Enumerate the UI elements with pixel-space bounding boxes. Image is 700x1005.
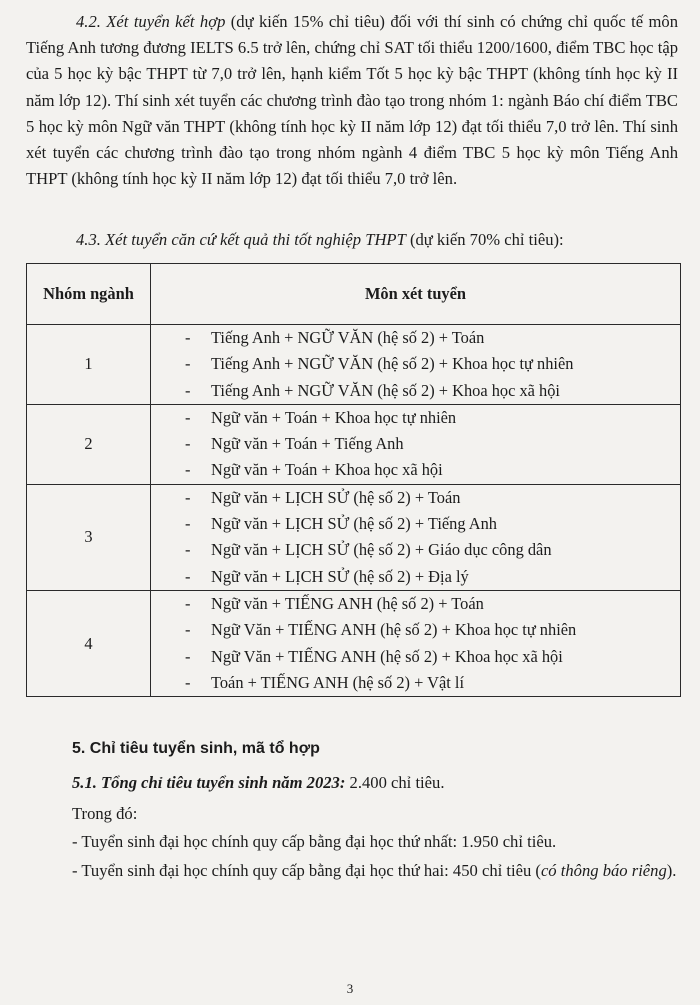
dash-marker: - — [185, 380, 191, 400]
table-header-row — [27, 264, 681, 325]
header-group: Nhóm ngành — [27, 264, 151, 325]
bullet-second-degree-end: ). — [666, 861, 677, 880]
subject-combination-text: Ngữ văn + Toán + Khoa học xã hội — [211, 460, 443, 480]
subject-combination-text: Tiếng Anh + NGỮ VĂN (hệ số 2) + Khoa học xã hội — [211, 380, 560, 400]
subjects-cell — [151, 404, 681, 484]
section-4-3-label: 4.3. Xét tuyển căn cứ kết quả thi tốt nghiệp THPT — [76, 230, 406, 249]
dash-marker: - — [185, 407, 191, 427]
subject-combination-text: Tiếng Anh + NGỮ VĂN (hệ số 2) + Toán — [211, 328, 485, 347]
dash-marker: - — [185, 646, 191, 666]
subject-combination-item — [185, 325, 680, 351]
subjects-cell — [151, 484, 681, 590]
trong-do-label: Trong đó: — [72, 804, 138, 823]
subject-combination-text: Ngữ văn + LỊCH SỬ (hệ số 2) + Tiếng Anh — [211, 514, 497, 534]
section-4-2-text: (dự kiến 15% chỉ tiêu) đối với thí sinh có chứng chỉ quốc tế môn Tiếng Anh tương đương IELTS 6.5 trở lên, chứng chỉ SAT tối thiểu 1200/1600, điểm TBC học tập của 5 học kỳ bậc THPT từ 7,0 trở lên, hạnh kiểm Tốt 5 học kỳ bậc THPT (không tính học kỳ II năm lớp 12). Thí sinh xét tuyển các chương trình đào tạo trong nhóm 1: ngành Báo chí điểm TBC 5 học kỳ môn Ngữ văn THPT (không tính học kỳ II năm lớp 12) đạt tối thiểu 7,0 trở lên. Thí sinh xét tuyển các chương trình đào tạo trong nhóm ngành 4 điểm TBC 5 học kỳ môn Tiếng Anh THPT (không tính học kỳ II năm lớp 12) đạt tối thiểu 7,0 trở lên. — [26, 12, 678, 189]
dash-marker: - — [185, 672, 191, 692]
subject-combination-item — [185, 351, 680, 377]
subject-combination-table — [26, 263, 681, 697]
subject-combination-item — [185, 457, 680, 483]
dash-marker: - — [185, 540, 191, 560]
dash-marker: - — [185, 434, 191, 454]
subject-combination-item — [185, 564, 680, 590]
group-cell: 4 — [27, 590, 151, 696]
subject-combination-item — [185, 591, 680, 617]
header-subjects: Môn xét tuyển — [151, 264, 681, 325]
subject-combination-item — [185, 644, 680, 670]
bullet-second-degree — [72, 858, 678, 884]
table-row — [27, 484, 681, 590]
subject-combination-text: Ngữ văn + Toán + Khoa học tự nhiên — [211, 407, 457, 427]
section-4-2-label: 4.2. Xét tuyển kết hợp — [76, 12, 226, 31]
subject-combination-text: Ngữ Văn + TIẾNG ANH (hệ số 2) + Khoa học xã hội — [211, 646, 563, 666]
dash-marker: - — [185, 593, 191, 613]
table-row — [27, 325, 681, 405]
dash-marker: - — [185, 487, 191, 507]
subject-combination-item — [185, 617, 680, 643]
subject-combination-item — [185, 431, 680, 457]
section-5-1-label: 5.1. Tổng chỉ tiêu tuyển sinh năm 2023: — [72, 773, 346, 792]
bullet-first-degree: - Tuyển sinh đại học chính quy cấp bằng đại học thứ nhất: 1.950 chỉ tiêu. — [72, 832, 557, 851]
subject-combination-text: Tiếng Anh + NGỮ VĂN (hệ số 2) + Khoa học tự nhiên — [211, 354, 574, 374]
section-5-heading: 5. Chỉ tiêu tuyển sinh, mã tổ hợp — [72, 740, 320, 757]
group-cell: 2 — [27, 404, 151, 484]
dash-marker: - — [185, 566, 191, 586]
section-4-3-paragraph — [26, 227, 678, 253]
subject-combination-item — [185, 537, 680, 563]
dash-marker: - — [185, 460, 191, 480]
table-row — [27, 590, 681, 696]
section-5-1-value: 2.400 chỉ tiêu. — [345, 773, 445, 792]
subject-combination-item — [185, 511, 680, 537]
subject-combination-item — [185, 405, 680, 431]
section-5-1-line — [72, 770, 444, 796]
subject-combination-text: Toán + TIẾNG ANH (hệ số 2) + Vật lí — [211, 672, 464, 692]
subject-combination-text: Ngữ văn + TIẾNG ANH (hệ số 2) + Toán — [211, 593, 484, 613]
page-number: 3 — [346, 981, 354, 996]
bullet-second-degree-text: - Tuyển sinh đại học chính quy cấp bằng đại học thứ hai: 450 chỉ tiêu ( — [72, 861, 541, 880]
dash-marker: - — [185, 620, 191, 640]
group-cell: 1 — [27, 325, 151, 405]
table-row — [27, 404, 681, 484]
subject-combination-item — [185, 378, 680, 404]
subject-combination-item — [185, 670, 680, 696]
section-4-3-text: (dự kiến 70% chỉ tiêu): — [405, 230, 564, 249]
subject-combination-text: Ngữ văn + Toán + Tiếng Anh — [211, 434, 404, 454]
dash-marker: - — [185, 328, 191, 347]
section-4-2-paragraph — [26, 9, 678, 192]
subject-combination-text: Ngữ văn + LỊCH SỬ (hệ số 2) + Toán — [211, 487, 461, 507]
subject-combination-text: Ngữ Văn + TIẾNG ANH (hệ số 2) + Khoa học tự nhiên — [211, 620, 577, 640]
subject-combination-item — [185, 485, 680, 511]
subject-combination-text: Ngữ văn + LỊCH SỬ (hệ số 2) + Giáo dục công dân — [211, 540, 552, 560]
dash-marker: - — [185, 354, 191, 374]
bullet-second-degree-note: có thông báo riêng — [540, 861, 667, 880]
subject-combination-text: Ngữ văn + LỊCH SỬ (hệ số 2) + Địa lý — [211, 566, 469, 586]
group-cell: 3 — [27, 484, 151, 590]
dash-marker: - — [185, 514, 191, 534]
subjects-cell — [151, 590, 681, 696]
subjects-cell — [151, 325, 681, 405]
